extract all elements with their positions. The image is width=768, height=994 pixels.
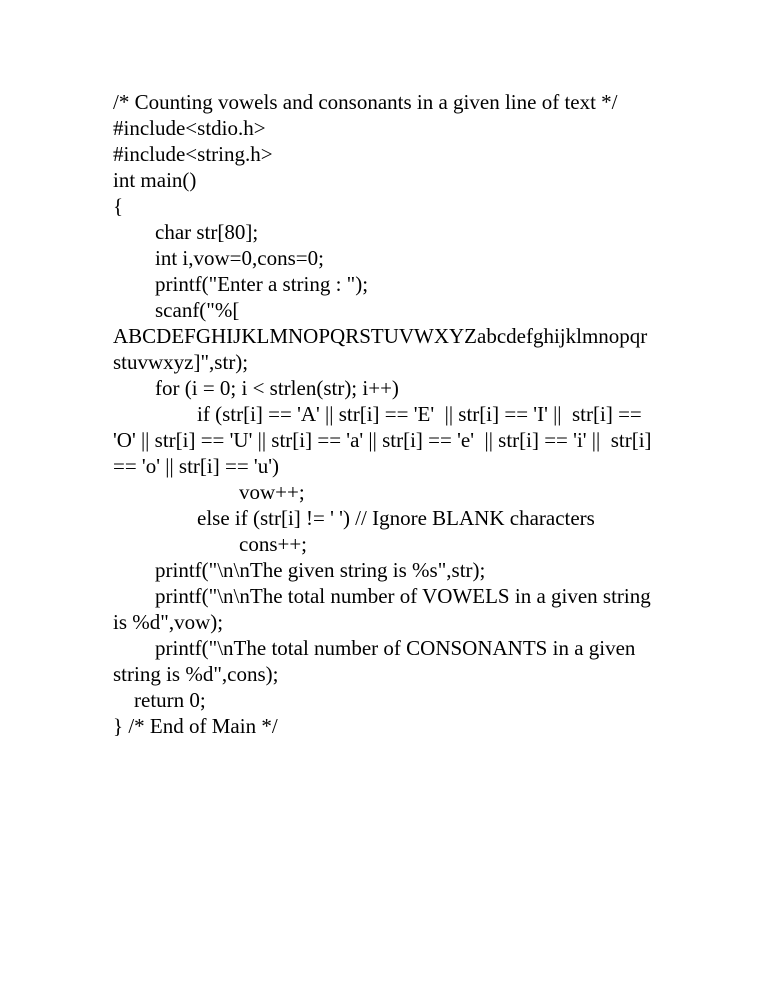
code-line-printf-vowels-1: printf("\n\nThe total number of VOWELS in a given string bbox=[113, 584, 651, 608]
code-line-printf-string: printf("\n\nThe given string is %s",str); bbox=[113, 558, 486, 582]
code-line-if-vowel-3: == 'o' || str[i] == 'u') bbox=[113, 454, 279, 478]
code-line-return: return 0; bbox=[113, 688, 206, 712]
code-line-scanf-start: scanf("%[ bbox=[113, 298, 240, 322]
code-line-close-brace: } /* End of Main */ bbox=[113, 714, 278, 738]
code-line-if-vowel-1: if (str[i] == 'A' || str[i] == 'E' || str[i] == 'I' || str[i] == bbox=[113, 402, 642, 426]
code-line-else-if: else if (str[i] != ' ') // Ignore BLANK characters bbox=[113, 506, 595, 530]
code-line-int-decl: int i,vow=0,cons=0; bbox=[113, 246, 324, 270]
code-line-scanf-charset: ABCDEFGHIJKLMNOPQRSTUVWXYZabcdefghijklmnopqr bbox=[113, 324, 648, 348]
code-line-if-vowel-2: 'O' || str[i] == 'U' || str[i] == 'a' || str[i] == 'e' || str[i] == 'i' || str[i] bbox=[113, 428, 652, 452]
code-line-scanf-end: stuvwxyz]",str); bbox=[113, 350, 249, 374]
code-line-printf-vowels-2: is %d",vow); bbox=[113, 610, 224, 634]
code-line-cons-increment: cons++; bbox=[113, 532, 308, 556]
code-line-comment-title: /* Counting vowels and consonants in a given line of text */ bbox=[113, 90, 618, 114]
code-line-vow-increment: vow++; bbox=[113, 480, 305, 504]
code-line-include-string: #include<string.h> bbox=[113, 142, 273, 166]
code-line-printf-prompt: printf("Enter a string : "); bbox=[113, 272, 369, 296]
code-line-char-decl: char str[80]; bbox=[113, 220, 259, 244]
code-listing bbox=[113, 89, 713, 739]
code-line-printf-consonants-2: string is %d",cons); bbox=[113, 662, 279, 686]
code-line-main-signature: int main() bbox=[113, 168, 197, 192]
code-line-include-stdio: #include<stdio.h> bbox=[113, 116, 266, 140]
code-line-for-loop: for (i = 0; i < strlen(str); i++) bbox=[113, 376, 399, 400]
code-line-open-brace: { bbox=[113, 194, 124, 218]
code-line-printf-consonants-1: printf("\nThe total number of CONSONANTS in a given bbox=[113, 636, 636, 660]
